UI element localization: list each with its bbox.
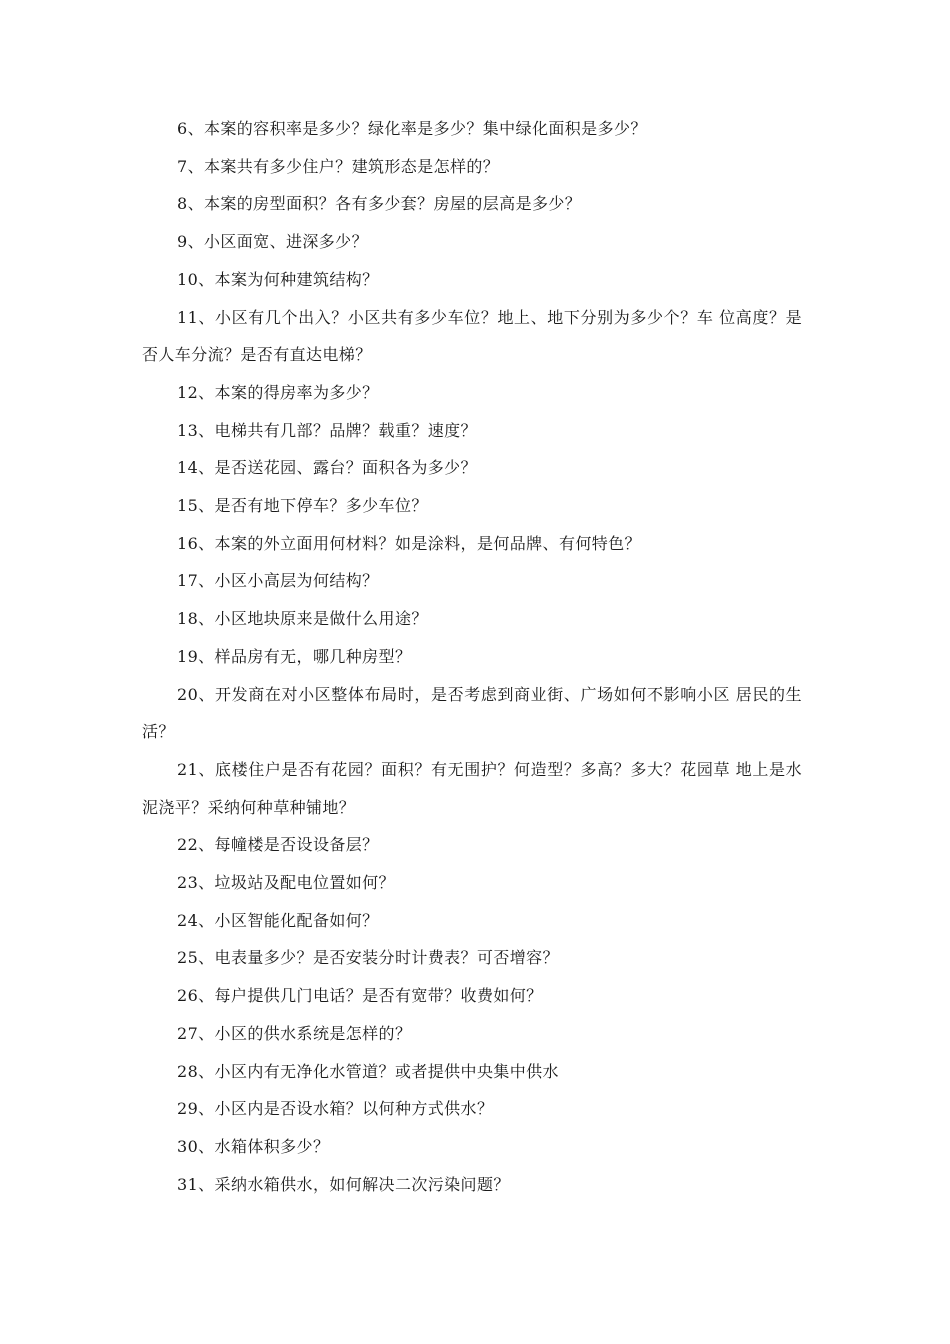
question-item-16: 16、本案的外立面用何材料？如是涂料，是何品牌、有何特色？: [177, 533, 641, 553]
question-item-10: 10、本案为何种建筑结构？: [177, 269, 379, 289]
question-item-29: 29、小区内是否设水箱？以何种方式供水？: [177, 1099, 494, 1119]
question-item-25: 25、电表量多少？是否安装分时计费表？可否增容？: [177, 948, 559, 968]
question-item-21: 21、底楼住户是否有花园？面积？有无围护？何造型？多高？多大？花园草 地上是水泥浇平？采纳何种草种铺地？: [142, 759, 802, 817]
question-item-14: 14、是否送花园、露台？面积各为多少？: [177, 458, 477, 478]
question-item-31: 31、采纳水箱供水，如何解决二次污染问题？: [177, 1174, 510, 1194]
question-item-12: 12、本案的得房率为多少？: [177, 382, 379, 402]
question-item-23: 23、垃圾站及配电位置如何？: [177, 873, 395, 893]
question-item-6: 6、本案的容积率是多少？绿化率是多少？集中绿化面积是多少？: [177, 119, 647, 138]
question-item-9: 9、小区面宽、进深多少？: [177, 232, 368, 252]
question-item-19: 19、样品房有无，哪几种房型？: [177, 646, 412, 666]
question-item-18: 18、小区地块原来是做什么用途？: [177, 609, 428, 629]
question-item-11: 11、小区有几个出入？小区共有多少车位？地上、地下分别为多少个？车 位高度？是否人车分流？是否有直达电梯？: [142, 307, 802, 365]
question-item-8: 8、本案的房型面积？各有多少套？房屋的层高是多少？: [177, 194, 582, 214]
question-item-22: 22、每幢楼是否设设备层？: [177, 835, 379, 855]
question-item-27: 27、小区的供水系统是怎样的？: [177, 1023, 412, 1043]
question-item-15: 15、是否有地下停车？多少车位？: [177, 496, 428, 516]
question-item-30: 30、水箱体积多少？: [177, 1136, 330, 1156]
question-item-7: 7、本案共有多少住户？建筑形态是怎样的？: [177, 156, 500, 176]
question-item-17: 17、小区小高层为何结构？: [177, 571, 379, 591]
question-item-28: 28、小区内有无净化水管道？或者提供中央集中供水: [177, 1061, 559, 1081]
question-item-20: 20、开发商在对小区整体布局时，是否考虑到商业街、广场如何不影响小区 居民的生活？: [142, 684, 802, 742]
question-item-13: 13、电梯共有几部？品牌？载重？速度？: [177, 420, 477, 440]
question-list: [142, 110, 802, 1203]
question-item-24: 24、小区智能化配备如何？: [177, 910, 379, 930]
question-item-26: 26、每户提供几门电话？是否有宽带？收费如何？: [177, 986, 543, 1006]
